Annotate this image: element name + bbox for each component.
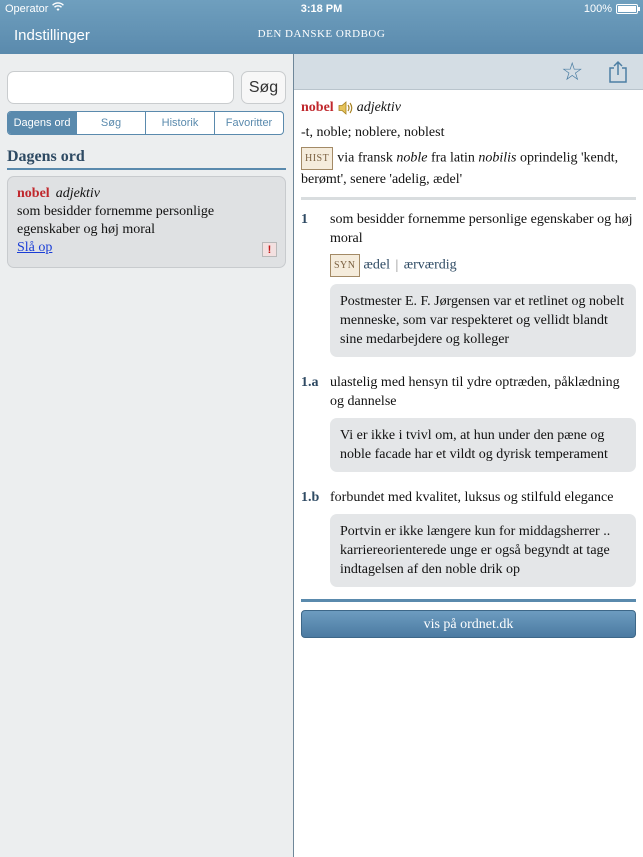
battery-percent: 100% — [583, 3, 612, 15]
right-pane — [294, 54, 643, 857]
example-quote: Postmester E. F. Jørgensen var et retlinet og nobelt menneske, som var respekteret og vellidt blandt sine medarbejdere og kolleger — [330, 284, 636, 357]
entry-forms: -t, noble; noblere, noblest — [301, 125, 445, 140]
search-button[interactable]: Søg — [241, 71, 286, 104]
entry-end-rule — [301, 599, 636, 602]
sense-1b — [301, 488, 636, 587]
example-quote: Vi er ikke i tvivl om, at hun under den pæne og noble facade har et vildt og dyrisk temperament — [330, 418, 636, 472]
word-of-day-card — [7, 176, 286, 268]
sense-number: 1.b — [301, 490, 320, 505]
entry-pos: adjektiv — [356, 100, 401, 115]
pronunciation-speaker-icon[interactable] — [338, 100, 354, 116]
etym-word-2: nobilis — [478, 150, 517, 166]
sense-definition: forbundet med kvalitet, luksus og stilfuld elegance — [330, 490, 614, 505]
search-input[interactable] — [7, 71, 234, 104]
example-quote: Portvin er ikke længere kun for middagsherrer .. karriereorienterede unge er også begyndt at tage indtagelsen af den noble drik op — [330, 514, 636, 587]
tab-favoritter[interactable]: Favoritter — [214, 112, 283, 134]
tab-bar — [7, 111, 284, 135]
etym-text-1: via fransk — [337, 150, 397, 166]
syn-tag: SYN — [330, 254, 360, 277]
synonym-link[interactable]: ædel — [363, 257, 390, 273]
sense-definition: som besidder fornemme personlige egenskaber og høj moral — [330, 212, 633, 246]
sense-number: 1 — [301, 212, 308, 227]
etym-text-3: oprindelig 'kendt, berømt', senere 'adelig, ædel' — [301, 150, 619, 187]
app-logo: DEN DANSKE ORDBOG — [257, 28, 386, 40]
divider-line — [301, 197, 636, 200]
report-icon[interactable]: ! — [262, 242, 277, 257]
wod-pos: adjektiv — [55, 186, 100, 201]
share-icon[interactable] — [607, 60, 629, 84]
battery-icon — [616, 4, 638, 14]
wod-definition: som besidder fornemme personlige egenskaber og høj moral — [17, 204, 215, 237]
sense-definition: ulastelig med hensyn til ydre optræden, påklædning og dannelse — [330, 375, 620, 409]
header-bar — [0, 0, 643, 54]
etym-word-1: noble — [396, 150, 428, 166]
entry-headword: nobel — [301, 100, 334, 115]
sense-1a — [301, 373, 636, 472]
settings-button[interactable]: Indstillinger — [14, 27, 90, 44]
dictionary-entry — [301, 98, 636, 638]
synonyms: SYN ædel | ærværdig — [330, 254, 636, 277]
left-pane — [0, 54, 293, 857]
detail-toolbar — [294, 54, 643, 90]
carrier-label: Operator — [5, 3, 49, 15]
sense-1 — [301, 210, 636, 357]
etym-text-2: fra latin — [427, 150, 479, 166]
view-on-ordnet-button[interactable]: vis på ordnet.dk — [301, 610, 636, 638]
status-bar — [0, 0, 643, 18]
tab-sog[interactable]: Søg — [76, 112, 145, 134]
sense-number: 1.a — [301, 375, 319, 390]
tab-historik[interactable]: Historik — [145, 112, 214, 134]
favorite-star-icon[interactable]: ☆ — [561, 58, 584, 86]
clock: 3:18 PM — [300, 3, 343, 15]
hist-tag: HIST — [301, 147, 333, 170]
lookup-link[interactable]: Slå op — [17, 240, 53, 255]
tab-dagens-ord[interactable]: Dagens ord — [8, 112, 76, 134]
wod-headword: nobel — [17, 186, 50, 201]
etymology — [301, 147, 636, 189]
synonym-link[interactable]: ærværdig — [403, 257, 457, 273]
section-title: Dagens ord — [7, 148, 286, 170]
